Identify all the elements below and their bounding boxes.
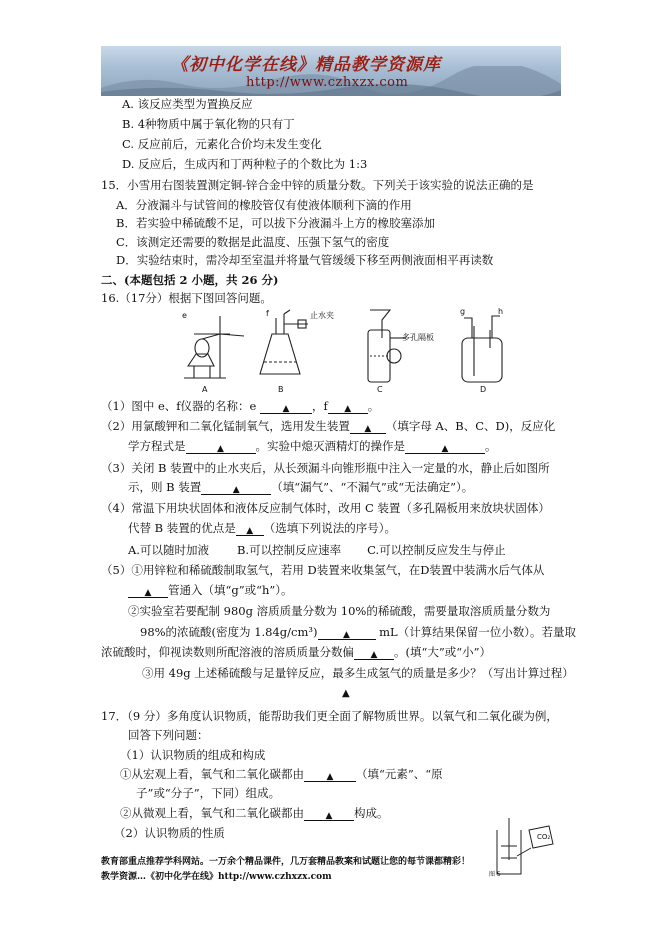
q16-part3-line1: （3）关闭 B 装置中的止水夹后，从长颈漏斗向锥形瓶中注入一定量的水，静止后如图所 [101, 461, 550, 475]
q17-sub1: （1）认识物质的组成和构成 [120, 748, 266, 762]
answer-blank[interactable]: ▲ [350, 420, 386, 434]
q16-part5-line4: 98%的浓硫酸(密度为 1.84g/cm³) ▲ mL（计算结果保留一位小数）。若量取 [140, 625, 576, 640]
fig-label-B: B [278, 385, 284, 394]
answer-blank[interactable]: ▲ [260, 400, 312, 414]
q16-part4-options: A.可以随时加液 B.可以控制反应速率 C.可以控制反应发生与停止 [128, 543, 506, 557]
q16-part5-line6: ③用 49g 上述稀硫酸与足量锌反应，最多生成氢气的质量是多少？（写出计算过程） [142, 666, 574, 680]
q16-part3-line2: 示，则 B 装置 ▲ （填“漏气”、“不漏气”或“无法确定”）。 [128, 480, 474, 495]
q14-option-d: D. 反应后，生成丙和丁两种粒子的个数比为 1:3 [122, 157, 368, 171]
q15-option-a: A．分液漏斗与试管间的橡胶管仅有使液体顺利下滴的作用 [116, 198, 412, 212]
q16-part5-line3: ②实验室若要配制 980g 溶质质量分数为 10%的稀硫酸，需要量取溶质质量分数为 [128, 604, 551, 618]
answer-blank[interactable]: ▲ [236, 522, 264, 536]
answer-blank[interactable]: ▲ [186, 440, 256, 454]
q14-option-c: C. 反应前后，元素化合价均未发生变化 [122, 137, 322, 151]
answer-blank[interactable]: ▲ [354, 646, 394, 660]
q15-option-d: D．实验结束时，需冷却至室温并将量气管缓缓下移至两侧液面相平再读数 [116, 253, 494, 267]
q16-part5-line5: 浓硫酸时，仰视读数则所配溶液的溶质质量分数偏 ▲ 。(填“大”或“小”） [101, 645, 492, 660]
q14-option-b: B. 4种物质中属于氧化物的只有丁 [122, 117, 295, 131]
co2-experiment-figure [487, 810, 561, 878]
q17-sub2: （2）认识物质的性质 [114, 826, 225, 840]
q16-part2-line2: 学方程式是 ▲ 。实验中熄灭酒精灯的操作是 ▲ 。 [128, 439, 497, 454]
q17-stem: 17．（9 分）多角度认识物质，能帮助我们更全面了解物质世界。以氧气和二氧化碳为例， [101, 709, 558, 723]
answer-blank[interactable]: ▲ [318, 626, 376, 640]
answer-blank[interactable]: ▲ [328, 400, 368, 414]
q15-option-c: C．该测定还需要的数据是此温度、压强下氢气的密度 [116, 235, 390, 249]
header-banner [101, 46, 561, 96]
q17-sub1a: ①从宏观上看，氧气和二氧化碳都由 ▲ （填“元素”、“原 [120, 767, 443, 782]
fig-label-plate: 多孔隔板 [402, 333, 434, 342]
q15-stem: 15．小雪用右图装置测定铜-锌合金中锌的质量分数。下列关于该实验的说法正确的是 [101, 178, 534, 192]
banner-title: 《初中化学在线》精品教学资源库 [171, 55, 441, 75]
q16-part2-line1: （2）用氯酸钾和二氧化锰制氧气，选用发生装置 ▲ （填字母 A、B、C、D)，反应化 [101, 419, 556, 434]
q16-part4-line2: 代替 B 装置的优点是 ▲ （选填下列说法的序号）。 [128, 521, 397, 536]
fig-label-C: C [377, 385, 383, 394]
fig-label-clamp: 止水夹 [310, 311, 334, 320]
answer-blank[interactable]: ▲ [201, 481, 271, 495]
q17-stem2: 回答下列问题： [128, 728, 209, 742]
figure-caption: 图 5 [489, 871, 501, 878]
answer-blank[interactable]: ▲ [128, 584, 168, 598]
q17-sub1b: ②从微观上看，氧气和二氧化碳都由 ▲ 构成。 [120, 806, 389, 821]
answer-blank[interactable]: ▲ [304, 768, 356, 782]
banner-url[interactable]: http://www.czhxzx.com [246, 75, 409, 90]
co2-label: CO₂ [537, 833, 551, 841]
answer-blank[interactable]: ▲ [405, 440, 485, 454]
q16-part5-line1: （5）①用锌粒和稀硫酸制取氢气，若用 D装置来收集氢气，在D装置中装满水后气体从 [101, 563, 545, 577]
fig-label-D: D [480, 385, 487, 394]
footer-line1: 教育部重点推荐学科网站。一万余个精品课件，几万套精品教案和试题让您的每节课都精彩！ [101, 857, 471, 867]
q16-stem: 16.（17分）根据下图回答问题。 [101, 291, 272, 305]
apparatus-figure [180, 308, 510, 394]
q15-option-b: B．若实验中稀硫酸不足，可以拔下分液漏斗上方的橡胶塞添加 [116, 216, 435, 230]
answer-mark: ▲ [342, 688, 350, 699]
fig-label-g: g [460, 308, 466, 316]
fig-label-A: A [202, 385, 208, 394]
fig-label-f: f [266, 309, 269, 318]
fig-label-e: e [182, 311, 187, 320]
q16-part4-line1: （4）常温下用块状固体和液体反应制气体时，改用 C 装置（多孔隔板用来放块状固体） [101, 501, 550, 515]
q16-part5-line2: ▲ 管通入（填“g”或“h”）。 [128, 582, 293, 598]
footer-line2: 教学资源…《初中化学在线》http://www.czhxzx.com [101, 872, 332, 882]
q17-sub1a-cont: 子”或“分子”，下同）组成。 [136, 786, 281, 800]
q16-part1: （1）图中 e、f仪器的名称：e ▲ ，f ▲ 。 [101, 399, 380, 414]
section-heading: 二、(本题包括 2 小题，共 26 分) [101, 273, 279, 287]
answer-blank[interactable]: ▲ [304, 807, 354, 821]
q14-option-a: A. 该反应类型为置换反应 [122, 97, 253, 111]
fig-label-h: h [498, 308, 504, 316]
